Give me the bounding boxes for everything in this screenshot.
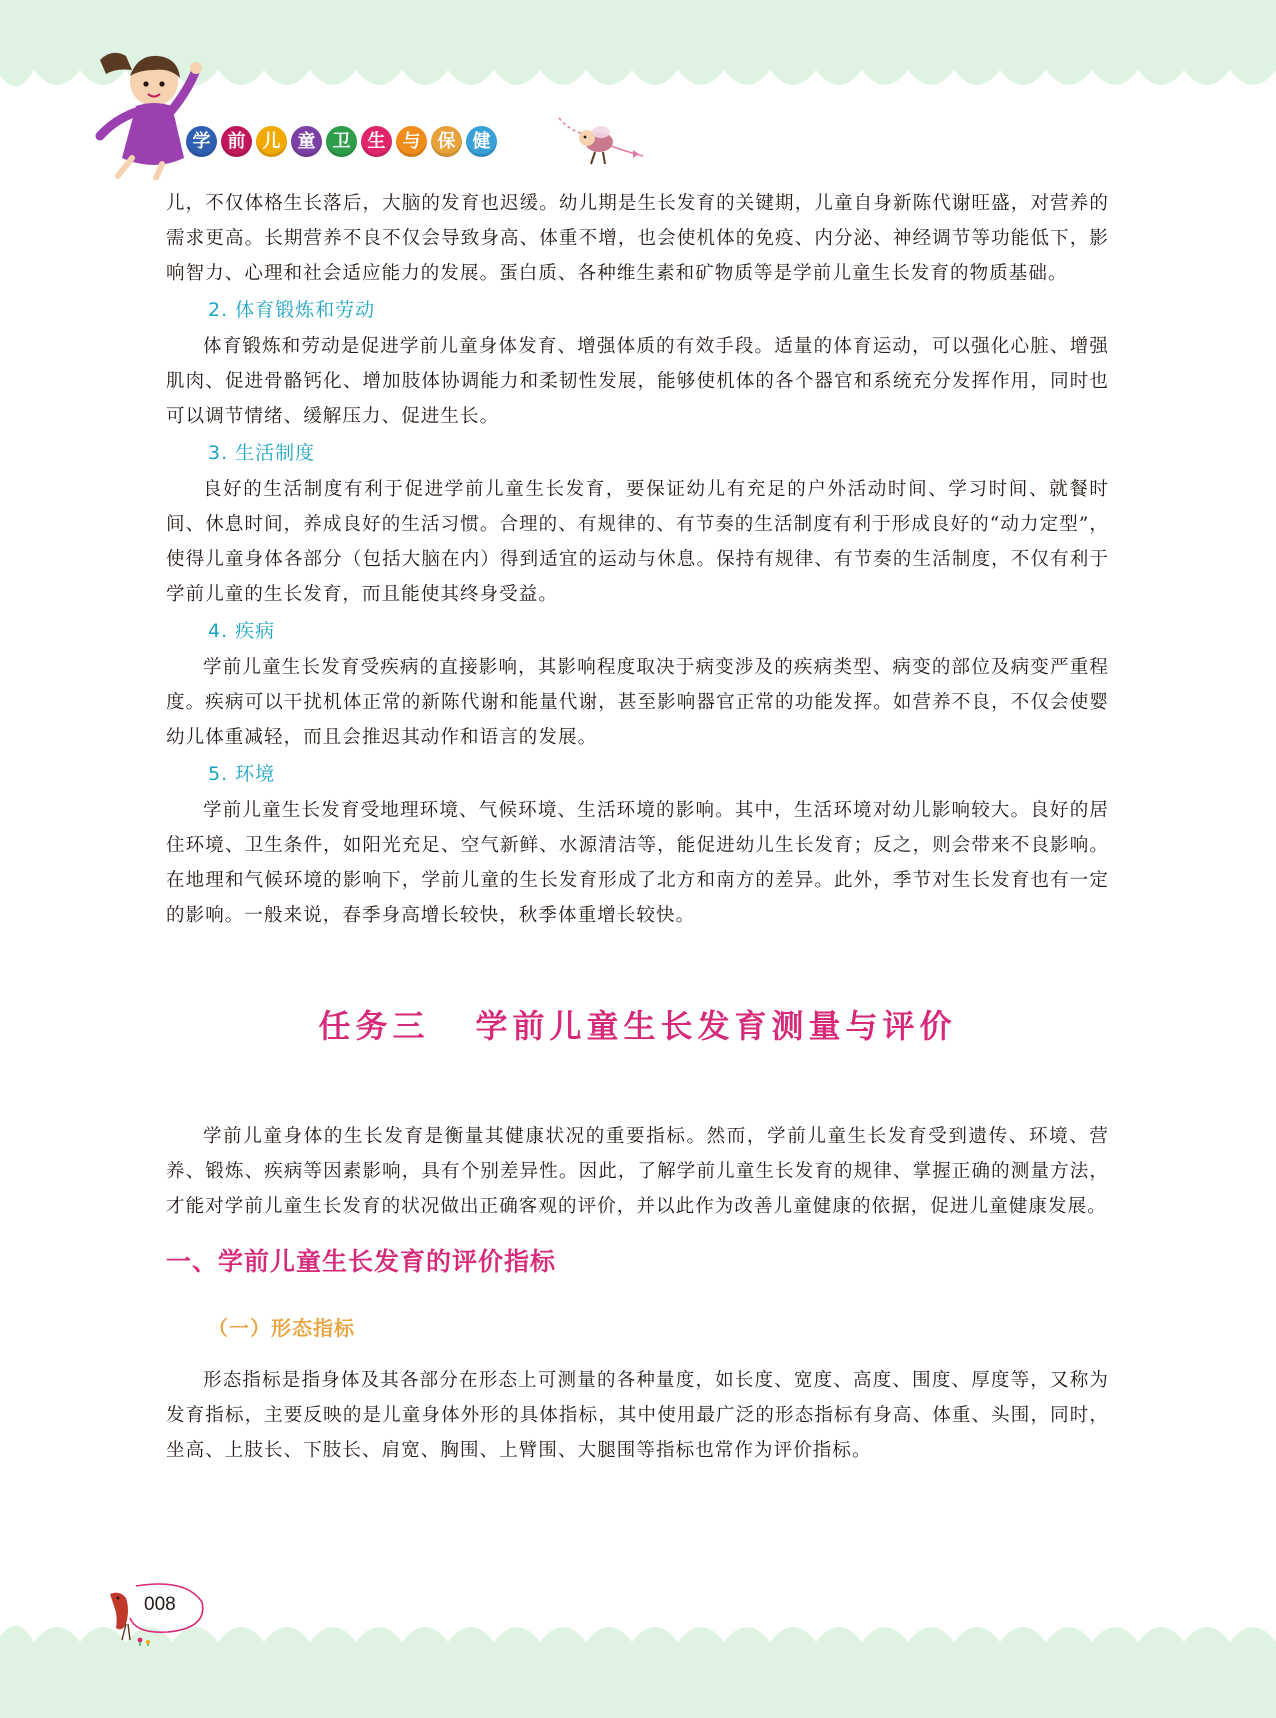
book-title-char: 儿 <box>256 126 287 157</box>
book-title-char: 保 <box>431 126 462 157</box>
subheading: 2. 体育锻炼和劳动 <box>208 299 376 321</box>
paragraph: 学前儿童身体的生长发育是衡量其健康状况的重要指标。然而，学前儿童生长发育受到遗传、环境、营养、锻炼、疾病等因素影响，具有个别差异性。因此，了解学前儿童生长发育的规律、掌握正确的测量方法，才能对学前儿童生长发育的状况做出正确客观的评价，并以此作为改善儿童健康的依据，促进儿童健康发展。 <box>166 1126 1109 1217</box>
paragraph: 体育锻炼和劳动是促进学前儿童身体发育、增强体质的有效手段。适量的体育运动，可以强化心脏、增强肌肉、促进骨骼钙化、增加肢体协调能力和柔韧性发展，能够使机体的各个器官和系统充分发挥作用，同时也可以调节情绪、缓解压力、促进生长。 <box>166 336 1109 427</box>
book-title-char: 卫 <box>326 126 357 157</box>
book-title-char: 学 <box>186 126 217 157</box>
section-heading: 一、学前儿童生长发育的评价指标 <box>166 1247 557 1276</box>
subheading: 4. 疾病 <box>208 620 276 642</box>
book-title-char: 童 <box>291 126 322 157</box>
task-heading: 学前儿童生长发育测量与评价 <box>475 1007 957 1045</box>
subheading: 5. 环境 <box>208 763 276 785</box>
book-title-char: 与 <box>396 126 427 157</box>
paragraph: 学前儿童生长发育受疾病的直接影响，其影响程度取决于病变涉及的疾病类型、病变的部位及病变严重程度。疾病可以干扰机体正常的新陈代谢和能量代谢，甚至影响器官正常的功能发挥。如营养不良，不仅会使婴幼儿体重减轻，而且会推迟其动作和语言的发展。 <box>166 657 1109 748</box>
subheading: 3. 生活制度 <box>208 442 316 464</box>
paragraph: 儿，不仅体格生长落后，大脑的发育也迟缓。幼儿期是生长发育的关键期，儿童自身新陈代谢旺盛，对营养的需求更高。长期营养不良不仅会导致身高、体重不增，也会使机体的免疫、内分泌、神经调节等功能低下，影响智力、心理和社会适应能力的发展。蛋白质、各种维生素和矿物质等是学前儿童生长发育的物质基础。 <box>166 193 1109 284</box>
task-title <box>166 1001 1109 1047</box>
bug-illustration <box>555 112 650 172</box>
subsection-heading: （一）形态指标 <box>208 1316 355 1340</box>
book-title-char: 健 <box>466 126 497 157</box>
paragraph: 良好的生活制度有利于促进学前儿童生长发育，要保证幼儿有充足的户外活动时间、学习时间、就餐时间、休息时间，养成良好的生活习惯。合理的、有规律的、有节奏的生活制度有利于形成良好的“动力定型”，使得儿童身体各部分（包括大脑在内）得到适宜的运动与休息。保持有规律、有节奏的生活制度，不仅有利于学前儿童的生长发育，而且能使其终身受益。 <box>166 479 1109 605</box>
book-title-char: 生 <box>361 126 392 157</box>
page-content <box>166 186 1109 1468</box>
book-title <box>186 126 497 160</box>
page-number: 008 <box>144 1594 176 1615</box>
task-label: 任务三 <box>318 1007 430 1045</box>
paragraph: 学前儿童生长发育受地理环境、气候环境、生活环境的影响。其中，生活环境对幼儿影响较大。良好的居住环境、卫生条件，如阳光充足、空气新鲜、水源清洁等，能促进幼儿生长发育；反之，则会带来不良影响。在地理和气候环境的影响下，学前儿童的生长发育形成了北方和南方的差异。此外，季节对生长发育也有一定的影响。一般来说，春季身高增长较快，秋季体重增长较快。 <box>166 800 1109 926</box>
paragraph: 形态指标是指身体及其各部分在形态上可测量的各种量度，如长度、宽度、高度、围度、厚度等，又称为发育指标，主要反映的是儿童身体外形的具体指标，其中使用最广泛的形态指标有身高、体重、头围，同时，坐高、上肢长、下肢长、肩宽、胸围、上臂围、大腿围等指标也常作为评价指标。 <box>166 1370 1109 1461</box>
page-number-badge <box>106 1580 214 1646</box>
book-title-char: 前 <box>221 126 252 157</box>
